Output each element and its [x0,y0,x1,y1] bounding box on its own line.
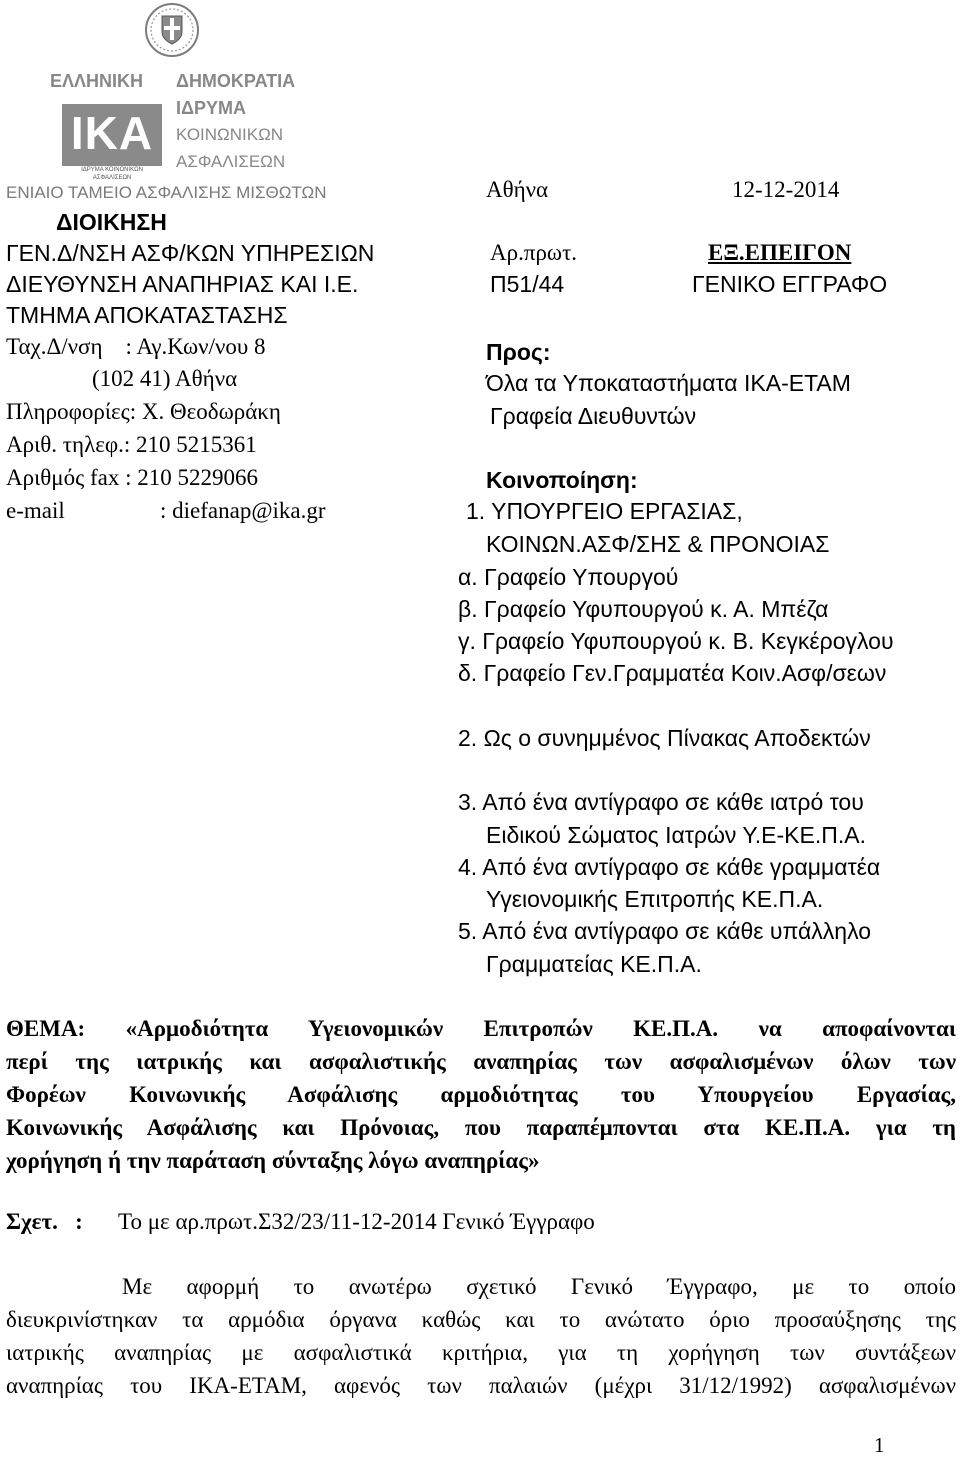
greek-coat-of-arms-icon [144,2,200,58]
document-type: ΓΕΝΙΚΟ ΕΓΓΡΑΦΟ [692,271,888,297]
cc-item: ΚΟΙΝΩΝ.ΑΣΦ/ΣΗΣ & ΠΡΟΝΟΙΑΣ [486,531,830,557]
email-label: e-mail [6,498,65,523]
cc-item: δ. Γραφείο Γεν.Γραμματέα Κοιν.Ασφ/σεων [458,660,887,686]
reference-text: Το με αρ.πρωτ.Σ32/23/11-12-2014 Γενικό Έγγραφο [118,1209,595,1234]
page-number: 1 [874,1433,885,1457]
reference-label: Σχετ. : [6,1209,83,1234]
body-line: διευκρινίστηκαν τα αρμόδια όργανα καθώς και το ανώτατο όριο προσαύξησης της [6,1307,956,1332]
fax-number: Αριθμός fax : 210 5229066 [6,465,258,490]
body-line: Με αφορμή το ανωτέρω σχετικό Γενικό Έγγραφο, με το οποίο [122,1274,956,1299]
department: ΤΜΗΜΑ ΑΠΟΚΑΤΑΣΤΑΣΗΣ [6,302,288,328]
subject-line: χορήγηση ή την παράταση σύνταξης λόγω αναπηρίας» [6,1148,540,1173]
cc-item: Υγειονομικής Επιτροπής ΚΕ.Π.Α. [486,886,824,912]
ika-logo-tagline: ΙΔΡΥΜΑ ΚΟΙΝΩΝΙΚΩΝ ΑΣΦΑΛΙΣΕΩΝ [81,167,143,181]
subject-line: ΘΕΜΑ: «Αρμοδιότητα Υγειονομικών Επιτροπών ΚΕ.Π.Α. να αποφαίνονται [6,1016,956,1041]
cc-item: Γραμματείας ΚΕ.Π.Α. [486,951,702,977]
cc-item: β. Γραφείο Υφυπουργού κ. Α. Μπέζα [458,596,829,622]
postal-address: Ταχ.Δ/νση : Αγ.Κων/νου 8 [6,334,266,359]
protocol-number: Π51/44 [490,271,565,297]
cc-item: 1. ΥΠΟΥΡΓΕΙΟ ΕΡΓΑΣΙΑΣ, [466,498,743,524]
body-line: αναπηρίας του ΙΚΑ-ΕΤΑΜ, αφενός των παλαιών (μέχρι 31/12/1992) ασφαλισμένων [6,1373,956,1398]
directorate: ΔΙΕΥΘΥΝΣΗ ΑΝΑΠΗΡΙΑΣ ΚΑΙ Ι.Ε. [6,271,359,297]
cc-item: Ειδικού Σώματος Ιατρών Υ.Ε-ΚΕ.Π.Α. [486,822,866,848]
place: Αθήνα [486,177,549,202]
body-line: ιατρικής αναπηρίας με ασφαλιστικά κριτήρια, για τη χορήγηση των συντάξεων [6,1340,956,1365]
cc-item: α. Γραφείο Υπουργού [458,564,679,590]
fund-name: ΕΝΙΑΙΟ ΤΑΜΕΙΟ ΑΣΦΑΛΙΣΗΣ ΜΙΣΘΩΤΩΝ [6,183,327,202]
date: 12-12-2014 [732,177,840,202]
email-address: : diefanap@ika.gr [160,498,326,523]
contact-person: Πληροφορίες: Χ. Θεοδωράκη [6,399,281,424]
to-recipient-line2: Γραφεία Διευθυντών [490,403,697,429]
ika-logo-acronym: ΙΚΑ [70,107,154,159]
cc-label: Κοινοποίηση: [486,467,638,493]
to-recipient-line1: Όλα τα Υποκαταστήματα ΙΚΑ-ΕΤΑΜ [486,370,851,396]
administration-heading: ΔΙΟΙΚΗΣΗ [56,209,167,235]
ika-logo [62,96,162,181]
logo-institution-line2: ΚΟΙΝΩΝΙΚΩΝ [176,125,284,144]
phone-number: Αριθ. τηλεφ.: 210 5215361 [6,432,257,457]
subject-line: περί της ιατρικής και ασφαλιστικής αναπηρίας των ασφαλισμένων όλων των [6,1049,956,1074]
logo-country-word2: ΔΗΜΟΚΡΑΤΙΑ [176,71,296,91]
subject-block [6,1012,956,1177]
to-label: Προς: [486,339,551,365]
body-paragraph [6,1270,956,1402]
cc-item: 4. Από ένα αντίγραφο σε κάθε γραμματέα [458,854,881,880]
protocol-label: Αρ.πρωτ. [490,240,578,265]
cc-item: 2. Ως ο συνημμένος Πίνακας Αποδεκτών [458,725,871,751]
urgency-mark: ΕΞ.ΕΠΕΙΓΟΝ [708,240,852,265]
subject-line: Κοινωνικής Ασφάλισης και Πρόνοιας, που παραπέμπονται στα ΚΕ.Π.Α. για τη [6,1115,956,1140]
cc-item: 3. Από ένα αντίγραφο σε κάθε ιατρό του [458,789,864,815]
directorate-general: ΓΕΝ.Δ/ΝΣΗ ΑΣΦ/ΚΩΝ ΥΠΗΡΕΣΙΩΝ [6,240,375,266]
cc-item: γ. Γραφείο Υφυπουργού κ. Β. Κεγκέρογλου [458,628,894,654]
logo-institution-line3: ΑΣΦΑΛΙΣΕΩΝ [176,152,286,171]
logo-country-word1: ΕΛΛΗΝΙΚΗ [50,71,144,91]
logo-institution-line1: ΙΔΡΥΜΑ [176,98,246,118]
cc-item: 5. Από ένα αντίγραφο σε κάθε υπάλληλο [458,918,872,944]
subject-line: Φορέων Κοινωνικής Ασφάλισης αρμοδιότητας του Υπουργείου Εργασίας, [6,1082,956,1107]
postal-code-city: (102 41) Αθήνα [92,366,238,391]
